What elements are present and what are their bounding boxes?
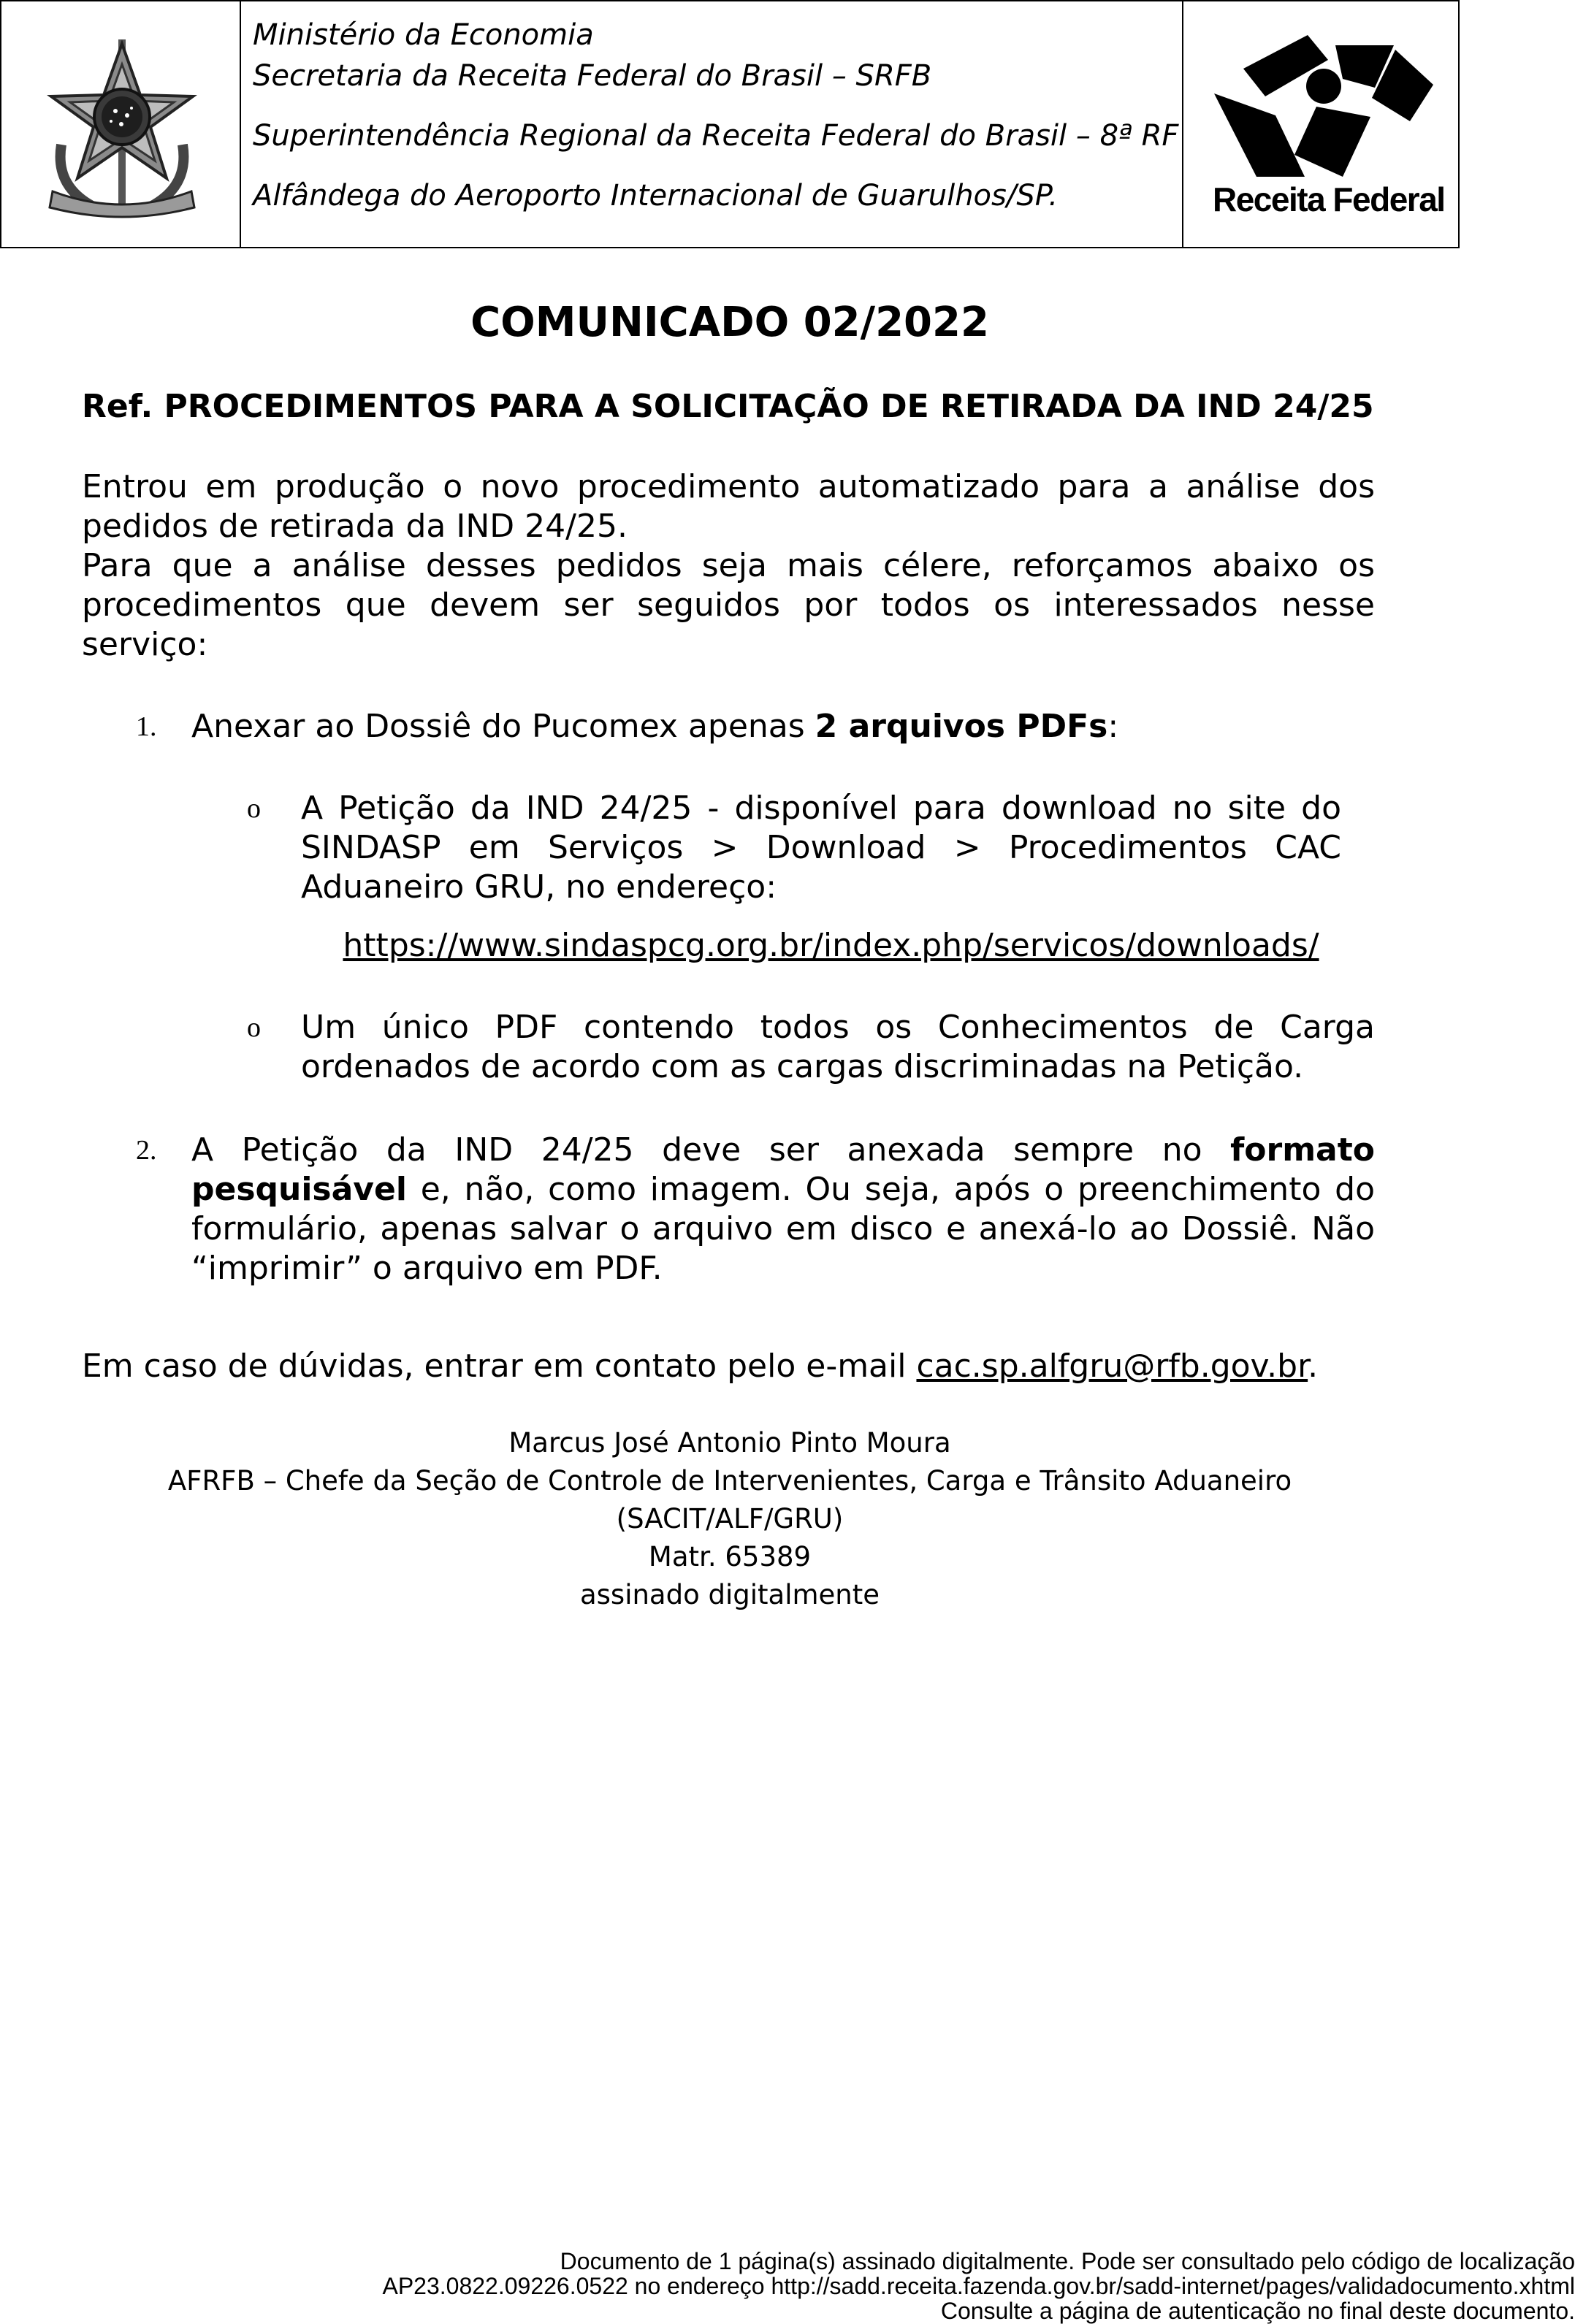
signer-name: Marcus José Antonio Pinto Moura xyxy=(508,1427,951,1459)
footer-line-3: Consulte a página de autenticação no final deste documento. xyxy=(940,2298,1575,2324)
intro-paragraph-1: Entrou em produção o novo procedimento automatizado para a análise dos pedidos de retirada da IND 24/25. xyxy=(82,468,1375,545)
bullet-marker-2: o xyxy=(247,1012,261,1043)
list-item-1-text: Anexar ao Dossiê do Pucomex apenas xyxy=(191,708,815,745)
contact-line xyxy=(82,1347,1470,1386)
list-item-1 xyxy=(191,707,1375,746)
contact-end: . xyxy=(1308,1348,1319,1385)
secretariat-name: Secretaria da Receita Federal do Brasil – SRFB xyxy=(253,59,932,93)
letterhead-coat-cell xyxy=(1,1,241,247)
ministry-name: Ministério da Economia xyxy=(253,18,594,52)
list-item-2-text: A Petição da IND 24/25 deve ser anexada sempre no xyxy=(191,1131,1231,1169)
letterhead-logo-cell xyxy=(1183,1,1458,247)
list-item-1-bold: 2 arquivos PDFs xyxy=(815,708,1108,745)
receita-federal-logo-icon xyxy=(1214,35,1433,177)
reference-heading: Ref. PROCEDIMENTOS PARA A SOLICITAÇÃO DE RETIRADA DA IND 24/25 xyxy=(82,388,1374,425)
superintendency-name: Superintendência Regional da Receita Federal do Brasil – 8ª RF xyxy=(253,119,1179,153)
letterhead-text-cell xyxy=(241,1,1183,247)
list-item-1-end: : xyxy=(1107,708,1119,745)
list-item-2-end: e, não, como imagem. Ou seja, após o preenchimento do formulário, apenas salvar o arquivo em disco e anexá-lo ao Dossiê. Não “imprimir” o arquivo em PDF. xyxy=(191,1171,1375,1287)
contact-email-link[interactable]: cac.sp.alfgru@rfb.gov.br xyxy=(916,1348,1308,1385)
letterhead xyxy=(0,0,1460,248)
bullet-marker-1: o xyxy=(247,793,261,824)
sub-item-petition: A Petição da IND 24/25 - disponível para download no site do SINDASP em Serviços > Download > Procedimentos CAC Aduaneiro GRU, no endereço: xyxy=(301,790,1341,906)
contact-text: Em caso de dúvidas, entrar em contato pelo e-mail xyxy=(82,1348,917,1385)
sub-item-single-pdf: Um único PDF contendo todos os Conhecimentos de Carga ordenados de acordo com as cargas discriminadas na Petição. xyxy=(301,1009,1375,1085)
receita-federal-logo-text: Receita Federal xyxy=(1213,180,1445,218)
list-number-2: 2. xyxy=(136,1135,157,1166)
brazil-coat-of-arms-icon xyxy=(39,35,205,221)
signature-note: assinado digitalmente xyxy=(579,1579,880,1610)
footer-line-1: Documento de 1 página(s) assinado digitalmente. Pode ser consultado pelo código de localização xyxy=(560,2248,1575,2274)
intro-paragraph-2: Para que a análise desses pedidos seja mais célere, reforçamos abaixo os procedimentos que devem ser seguidos por todos os interessados nesse serviço: xyxy=(82,547,1375,663)
download-url-link[interactable]: https://www.sindaspcg.org.br/index.php/servicos/downloads/ xyxy=(343,927,1319,964)
list-item-2-bold: formato pesquisável xyxy=(191,1131,1375,1208)
signer-role: AFRFB – Chefe da Seção de Controle de Intervenientes, Carga e Trânsito Aduaneiro xyxy=(167,1465,1292,1497)
list-item-2 xyxy=(191,1131,1375,1288)
document-title: COMUNICADO 02/2022 xyxy=(470,299,989,346)
signer-registration: Matr. 65389 xyxy=(648,1541,812,1572)
list-number-1: 1. xyxy=(136,711,157,742)
signer-unit: (SACIT/ALF/GRU) xyxy=(616,1503,844,1534)
customs-office-name: Alfândega do Aeroporto Internacional de Guarulhos/SP. xyxy=(253,179,1059,213)
footer-line-2: AP23.0822.09226.0522 no endereço http://sadd.receita.fazenda.gov.br/sadd-internet/pages/validadocumento.xhtml xyxy=(382,2273,1575,2299)
